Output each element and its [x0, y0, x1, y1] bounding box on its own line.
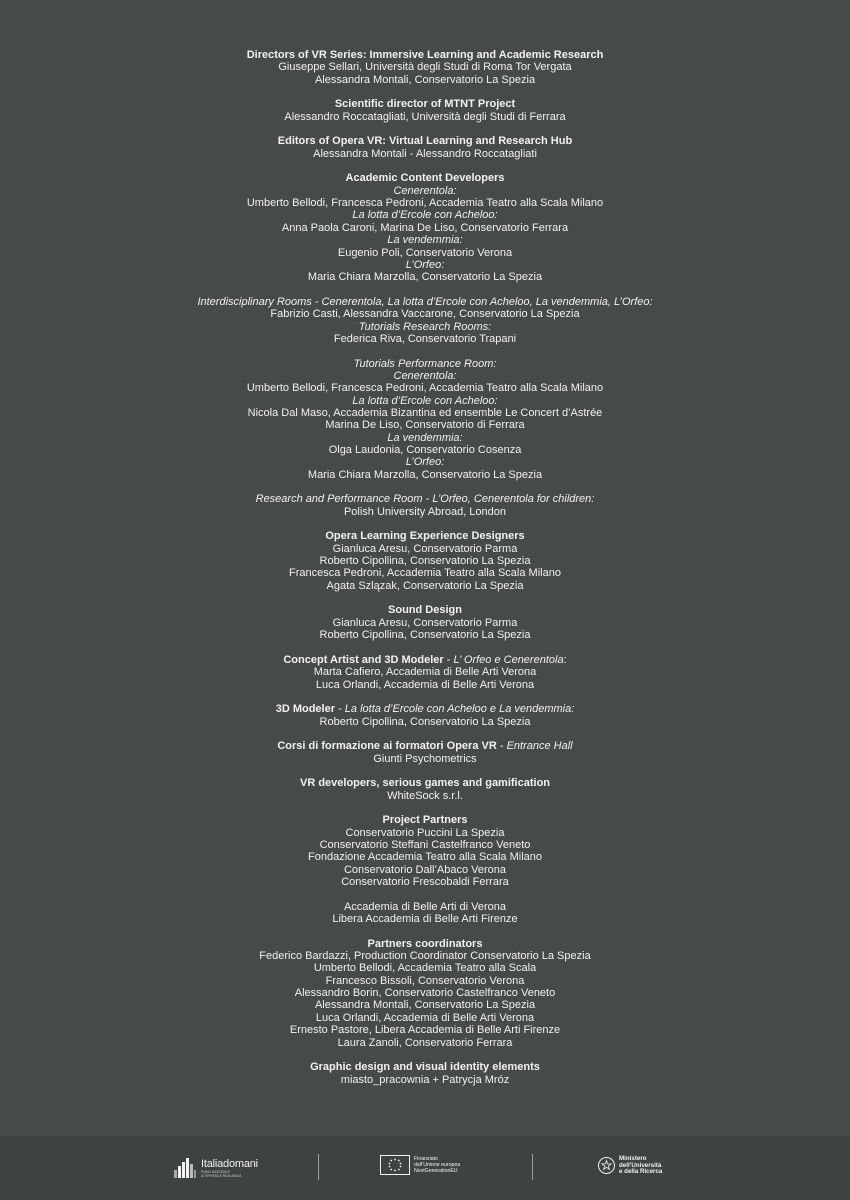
- credit-line: [0, 839, 850, 851]
- mur-line-3: e della Ricerca: [619, 1168, 663, 1176]
- section-heading: Scientific director of MTNT Project: [334, 98, 516, 111]
- credit-line: [0, 407, 850, 419]
- credit-line: [0, 271, 850, 283]
- role-label: Tutorials Research Rooms:: [358, 320, 492, 333]
- credit-text: Francesco Bissoli, Conservatorio Verona: [325, 974, 525, 987]
- credit-line: [0, 308, 850, 320]
- credit-line: [0, 247, 850, 259]
- footer-divider: [318, 1154, 319, 1180]
- credit-text: Conservatorio Frescobaldi Ferrara: [341, 876, 509, 889]
- role-label: L’Orfeo:: [405, 456, 445, 469]
- italiadomani-sub-line-2: DI RIPRESA E RESILIENZA: [201, 1173, 242, 1178]
- credit-text: Accademia di Belle Arti di Verona: [343, 900, 507, 913]
- section-heading: Academic Content Developers: [345, 172, 505, 185]
- credit-line: [0, 530, 850, 542]
- credit-block: [0, 530, 850, 592]
- italiadomani-sub-line-1: PIANO NAZIONALE: [201, 1169, 230, 1174]
- credit-text: Conservatorio Puccini La Spezia: [345, 826, 505, 839]
- credit-line: [0, 790, 850, 802]
- credit-line: [0, 506, 850, 518]
- section-heading: Partners coordinators: [367, 937, 483, 950]
- eu-line-2: dall’Unione europea: [414, 1161, 461, 1168]
- credit-text: Olga Laudonia, Conservatorio Cosenza: [328, 444, 522, 456]
- credit-text: Conservatorio Dall’Abaco Verona: [343, 863, 507, 876]
- credit-block: [0, 49, 850, 86]
- credit-text: Francesca Pedroni, Accademia Teatro alla Scala Milano: [289, 567, 561, 580]
- eu-line-1: Finanziato: [414, 1155, 438, 1162]
- credit-text: Giunti Psychometrics: [373, 752, 477, 765]
- role-label: L’Orfeo:: [405, 258, 445, 271]
- credit-line: [0, 938, 850, 950]
- italiadomani-name: Italiadomani: [201, 1157, 258, 1170]
- section-heading: Editors of Opera VR: Virtual Learning and Research Hub: [277, 135, 573, 148]
- credit-line: [0, 1012, 850, 1024]
- credit-text: Ernesto Pastore, Libera Accademia di Belle Arti Firenze: [289, 1024, 561, 1037]
- credit-line: [0, 419, 850, 431]
- credit-line: [0, 61, 850, 73]
- credit-text: Laura Zanoli, Conservatorio Ferrara: [337, 1036, 513, 1049]
- credit-block: [0, 98, 850, 123]
- credit-text: -: [443, 653, 454, 666]
- credit-text: Luca Orlandi, Accademia di Belle Arti Verona: [315, 1011, 535, 1024]
- role-label: Interdisciplinary Rooms - Cenerentola, La lotta d’Ercole con Acheloo, La vendemmia, L’Orfeo:: [197, 295, 653, 308]
- credit-text: Eugenio Poli, Conservatorio Verona: [337, 246, 513, 259]
- credit-line: [0, 296, 850, 308]
- credit-line: [0, 827, 850, 839]
- credit-text: Alessandra Montali, Conservatorio La Spezia: [314, 999, 536, 1012]
- credit-line: [0, 901, 850, 913]
- credit-line: [0, 580, 850, 592]
- credit-text: Nicola Dal Maso, Accademia Bizantina ed ensemble Le Concert d’Astrée: [247, 406, 603, 419]
- credits-list: [0, 49, 850, 1098]
- credit-text: Maria Chiara Marzolla, Conservatorio La Spezia: [307, 271, 543, 284]
- eu-line-3: NextGenerationEU: [414, 1168, 458, 1175]
- credit-text: Fabrizio Casti, Alessandra Vaccarone, Conservatorio La Spezia: [270, 308, 580, 321]
- credit-line: [0, 382, 850, 394]
- credit-line: [0, 703, 850, 715]
- credit-line: [0, 172, 850, 184]
- credit-text: Alessandro Roccatagliati, Università degli Studi di Ferrara: [284, 110, 566, 123]
- footer-logo-bar: [0, 1136, 850, 1200]
- section-heading: 3D Modeler: [275, 703, 335, 716]
- credit-block: [0, 901, 850, 926]
- credit-block: [0, 740, 850, 765]
- credit-text: WhiteSock s.r.l.: [387, 789, 463, 802]
- credit-line: [0, 395, 850, 407]
- credit-line: [0, 49, 850, 61]
- credit-line: [0, 1061, 850, 1073]
- credit-line: [0, 209, 850, 221]
- credit-line: [0, 876, 850, 888]
- credit-text: Alessandra Montali, Conservatorio La Spezia: [314, 73, 536, 86]
- eu-flag-icon: [380, 1155, 410, 1175]
- credit-block: [0, 777, 850, 802]
- credit-text: Umberto Bellodi, Francesca Pedroni, Accademia Teatro alla Scala Milano: [246, 382, 604, 395]
- credit-text: Maria Chiara Marzolla, Conservatorio La Spezia: [307, 468, 543, 481]
- credit-text: Roberto Cipollina, Conservatorio La Spezia: [319, 555, 531, 568]
- credit-line: [0, 851, 850, 863]
- credit-block: [0, 493, 850, 518]
- italian-republic-emblem-icon: [598, 1157, 615, 1174]
- credit-text: Agata Szlązak, Conservatorio La Spezia: [326, 579, 524, 592]
- credit-text: Giuseppe Sellari, Università degli Studi di Roma Tor Vergata: [278, 61, 572, 74]
- credit-line: [0, 555, 850, 567]
- credit-block: [0, 604, 850, 641]
- credit-line: [0, 358, 850, 370]
- section-heading: Graphic design and visual identity elements: [310, 1061, 540, 1074]
- footer-divider: [532, 1154, 533, 1180]
- credit-block: [0, 1061, 850, 1086]
- role-label: Cenerentola:: [393, 184, 457, 197]
- role-label: Cenerentola:: [393, 369, 457, 382]
- section-heading: Sound Design: [388, 604, 462, 617]
- role-label: La lotta d’Ercole con Acheloo e La vendemmia:: [344, 703, 575, 716]
- credit-line: [0, 111, 850, 123]
- credit-text: miasto_pracownia + Patrycja Mróz: [340, 1073, 510, 1086]
- credit-line: [0, 567, 850, 579]
- credit-text: Fondazione Accademia Teatro alla Scala Milano: [308, 851, 542, 864]
- eu-funding-logo: [380, 1155, 460, 1175]
- credit-text: Conservatorio Steffani Castelfranco Veneto: [319, 839, 531, 851]
- credit-line: [0, 432, 850, 444]
- credit-line: [0, 321, 850, 333]
- credit-line: [0, 259, 850, 271]
- credit-line: [0, 654, 850, 666]
- credit-line: [0, 148, 850, 160]
- role-label: La lotta d’Ercole con Acheloo:: [352, 394, 498, 407]
- section-heading: Concept Artist and 3D Modeler: [283, 653, 444, 666]
- credit-text: Federica Riva, Conservatorio Trapani: [333, 332, 517, 345]
- credit-line: [0, 1024, 850, 1036]
- credit-line: [0, 777, 850, 789]
- mur-line-2: dell’Università: [619, 1161, 662, 1169]
- credit-text: :: [563, 653, 567, 666]
- credit-text: -: [496, 740, 507, 753]
- role-label: Research and Performance Room - L’Orfeo, Cenerentola for children:: [255, 493, 595, 506]
- section-heading: Opera Learning Experience Designers: [325, 530, 525, 543]
- section-heading: VR developers, serious games and gamification: [299, 777, 551, 790]
- credit-line: [0, 666, 850, 678]
- role-label: La lotta d’Ercole con Acheloo:: [352, 209, 498, 222]
- credit-text: Marina De Liso, Conservatorio di Ferrara: [325, 419, 525, 432]
- credit-text: Anna Paola Caroni, Marina De Liso, Conservatorio Ferrara: [281, 221, 569, 234]
- credit-line: [0, 740, 850, 752]
- credit-text: Gianluca Aresu, Conservatorio Parma: [332, 616, 518, 629]
- credit-line: [0, 617, 850, 629]
- mur-line-1: Ministero: [619, 1155, 647, 1162]
- credit-line: [0, 629, 850, 641]
- credit-text: Federico Bardazzi, Production Coordinator Conservatorio La Spezia: [259, 950, 591, 963]
- credit-line: [0, 987, 850, 999]
- credit-line: [0, 197, 850, 209]
- role-label: Entrance Hall: [506, 740, 573, 753]
- credit-line: [0, 950, 850, 962]
- role-label: Tutorials Performance Room:: [353, 357, 497, 370]
- credit-block: [0, 938, 850, 1049]
- credit-line: [0, 1037, 850, 1049]
- credit-block: [0, 135, 850, 160]
- credit-line: [0, 98, 850, 110]
- credit-text: Umberto Bellodi, Francesca Pedroni, Accademia Teatro alla Scala Milano: [246, 197, 604, 210]
- credit-line: [0, 716, 850, 728]
- credit-line: [0, 135, 850, 147]
- credit-text: Gianluca Aresu, Conservatorio Parma: [332, 542, 518, 555]
- credit-text: Alessandro Borin, Conservatorio Castelfranco Veneto: [294, 987, 556, 1000]
- credit-block: [0, 358, 850, 481]
- credit-text: Roberto Cipollina, Conservatorio La Spezia: [319, 715, 531, 728]
- credit-line: [0, 469, 850, 481]
- credit-block: [0, 296, 850, 345]
- credit-text: Umberto Bellodi, Accademia Teatro alla Scala: [313, 962, 537, 975]
- credit-text: Alessandra Montali - Alessandro Roccatagliati: [313, 147, 537, 160]
- credit-line: [0, 444, 850, 456]
- credit-text: Libera Accademia di Belle Arti Firenze: [332, 913, 518, 926]
- credit-block: [0, 703, 850, 728]
- credit-text: Marta Cafiero, Accademia di Belle Arti Verona: [313, 666, 537, 679]
- mur-logo: [598, 1156, 662, 1176]
- italiadomani-logo-icon: [172, 1156, 198, 1180]
- credit-line: [0, 975, 850, 987]
- credit-line: [0, 679, 850, 691]
- credit-line: [0, 962, 850, 974]
- credit-line: [0, 493, 850, 505]
- credit-line: [0, 999, 850, 1011]
- credit-line: [0, 753, 850, 765]
- credit-line: [0, 222, 850, 234]
- credit-text: Luca Orlandi, Accademia di Belle Arti Verona: [315, 678, 535, 691]
- credit-block: [0, 172, 850, 283]
- credit-text: Roberto Cipollina, Conservatorio La Spezia: [319, 629, 531, 642]
- role-label: L’ Orfeo e Cenerentola: [453, 653, 564, 666]
- credit-text: Polish University Abroad, London: [343, 505, 507, 518]
- section-heading: Project Partners: [382, 814, 468, 827]
- credit-line: [0, 814, 850, 826]
- section-heading: Corsi di formazione ai formatori Opera VR: [277, 740, 497, 753]
- credit-line: [0, 185, 850, 197]
- role-label: La vendemmia:: [387, 431, 463, 444]
- role-label: La vendemmia:: [387, 234, 463, 247]
- italiadomani-logo: [172, 1156, 258, 1180]
- credit-line: [0, 74, 850, 86]
- credit-line: [0, 913, 850, 925]
- credit-line: [0, 333, 850, 345]
- credit-line: [0, 864, 850, 876]
- credit-line: [0, 1074, 850, 1086]
- credit-line: [0, 604, 850, 616]
- credit-line: [0, 456, 850, 468]
- credit-block: [0, 654, 850, 691]
- credit-block: [0, 814, 850, 888]
- credit-line: [0, 543, 850, 555]
- credit-line: [0, 234, 850, 246]
- credit-line: [0, 370, 850, 382]
- credit-text: -: [335, 703, 345, 716]
- section-heading: Directors of VR Series: Immersive Learning and Academic Research: [246, 49, 604, 61]
